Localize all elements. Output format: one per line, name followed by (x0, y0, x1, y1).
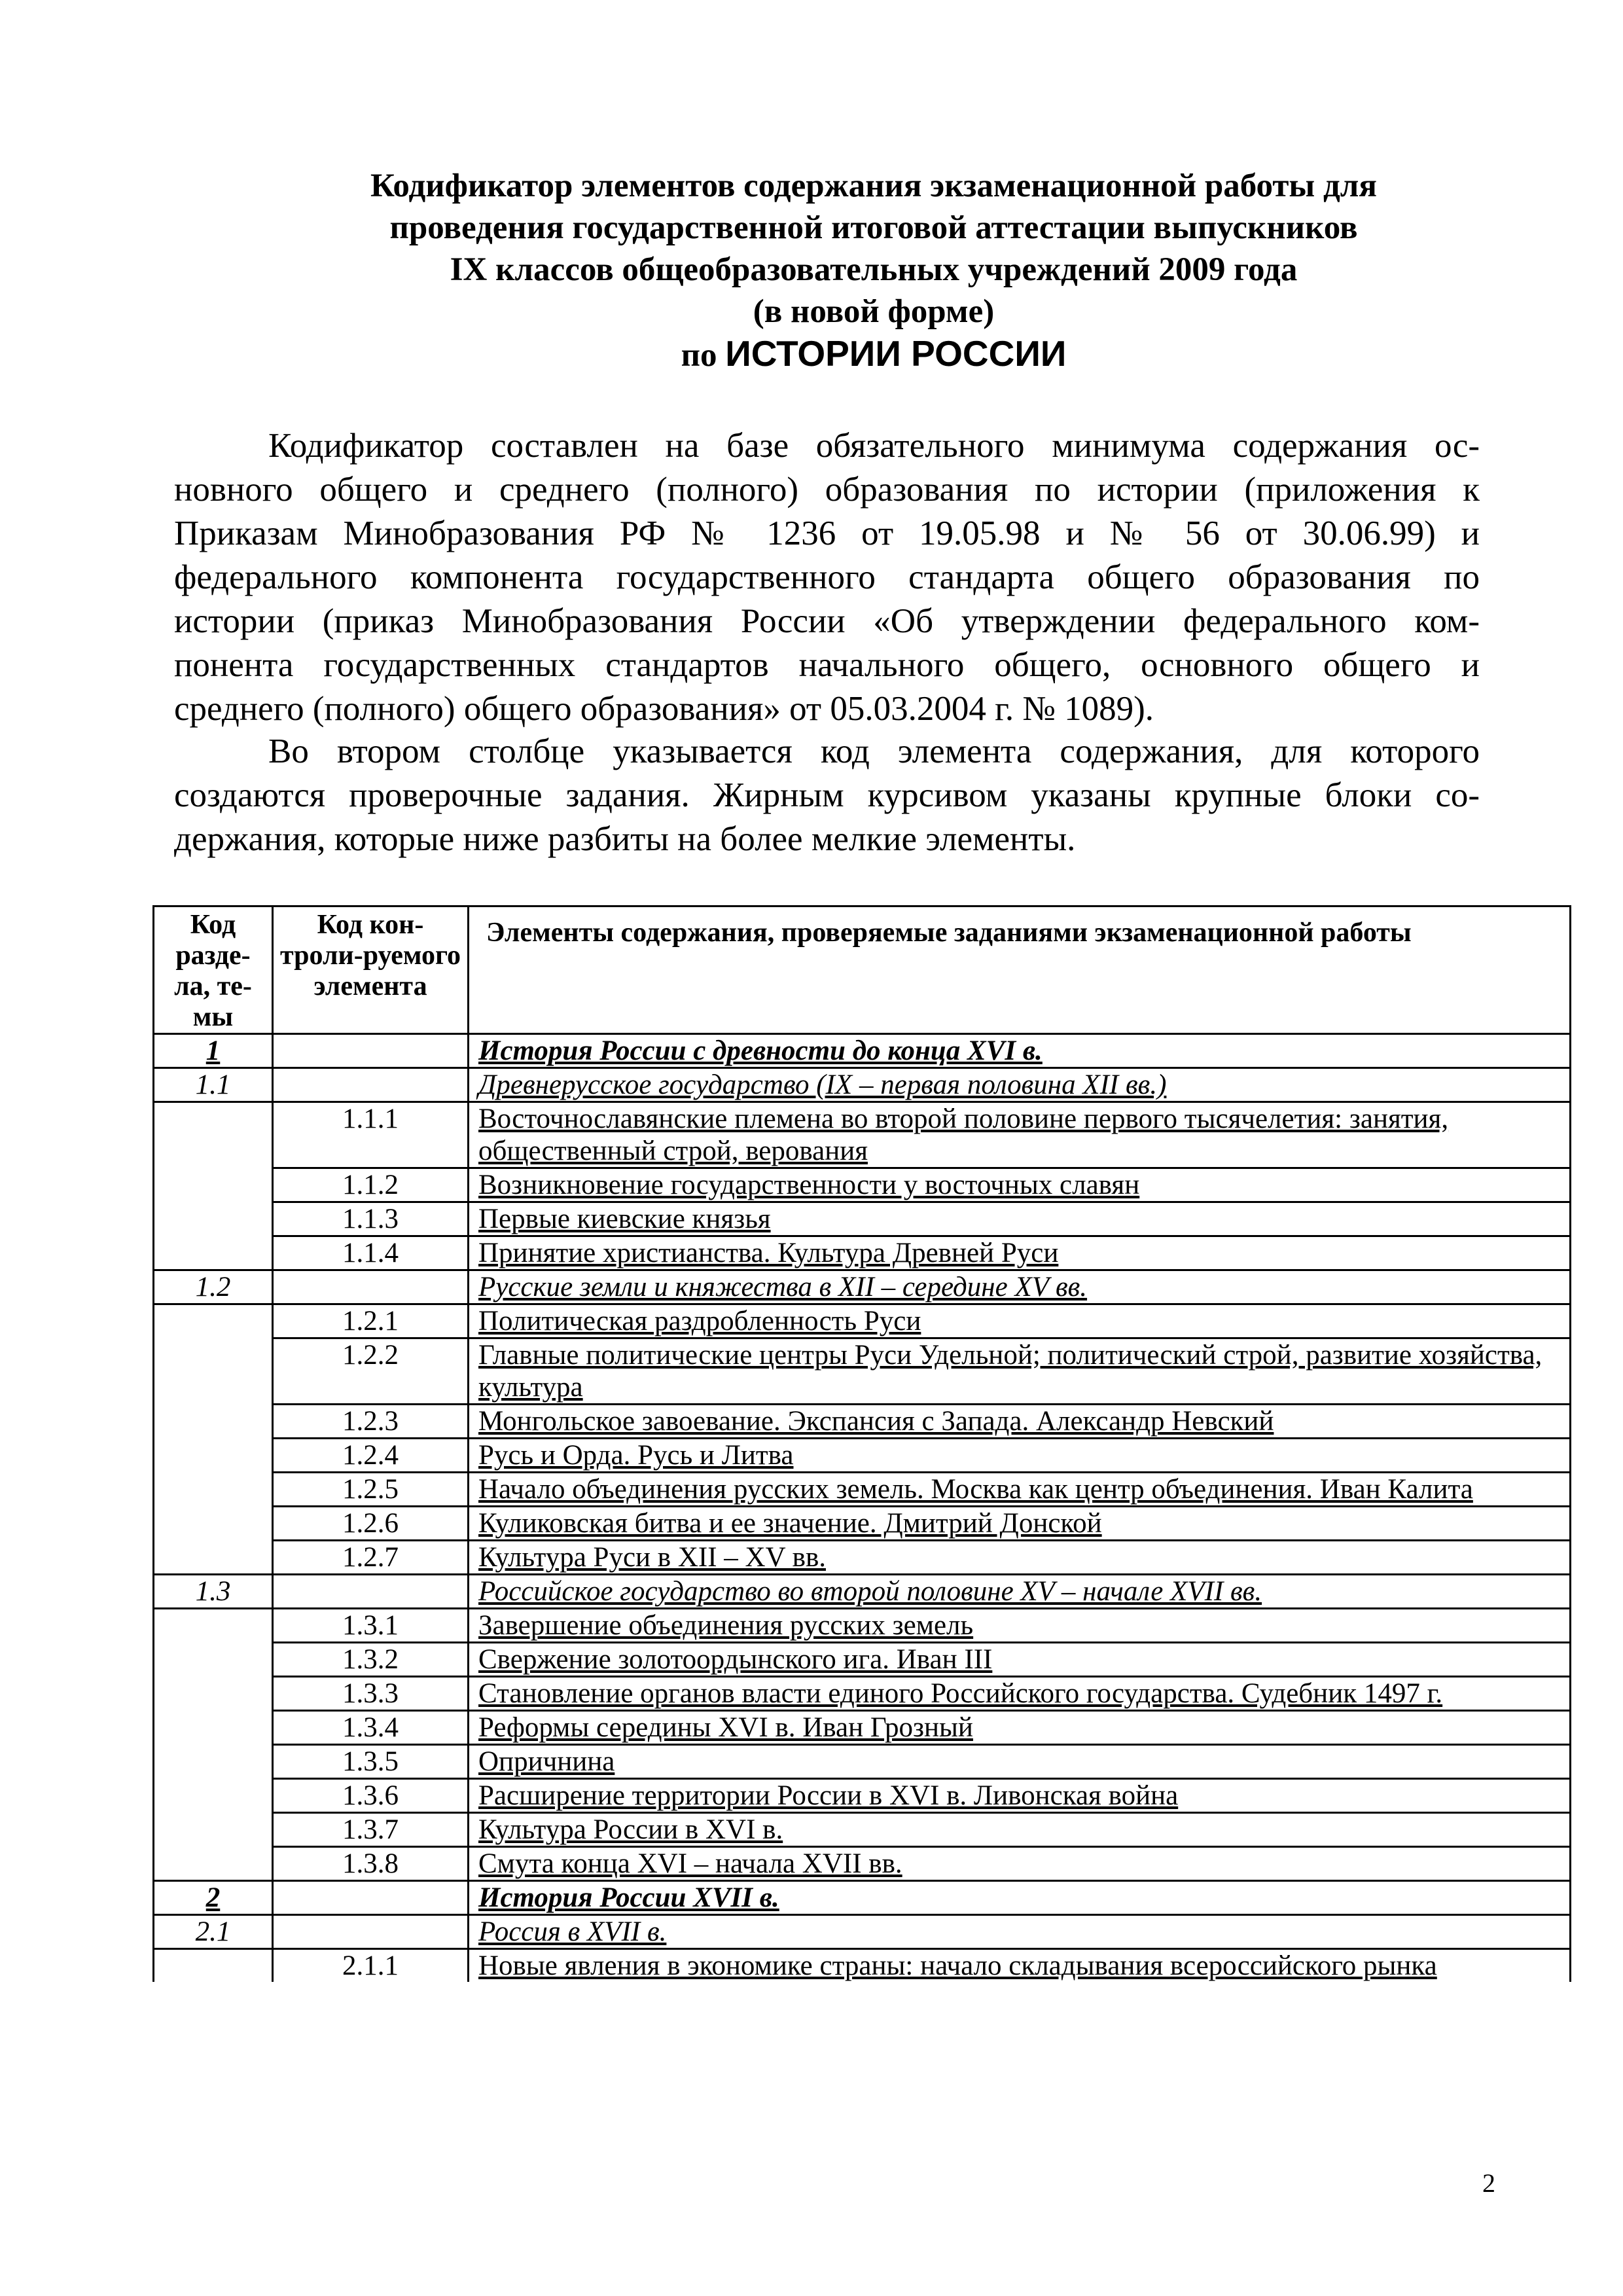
control-code-cell (273, 1270, 469, 1304)
element-text-cell: Начало объединения русских земель. Москва как центр объединения. Иван Калита (469, 1473, 1571, 1507)
element-text-cell: Древнерусское государство (IX – первая половина XII вв.) (469, 1068, 1571, 1102)
control-code-cell: 1.1.4 (273, 1236, 469, 1270)
paragraph-line: Кодификатор составлен на базе обязательного минимума содержания ос- (268, 427, 1480, 465)
section-code-cell (154, 1202, 273, 1236)
section-code-cell (154, 1473, 273, 1507)
codifier-table (152, 905, 1571, 1982)
control-code-cell: 1.2.4 (273, 1439, 469, 1473)
element-text-cell: Куликовская битва и ее значение. Дмитрий Донской (469, 1507, 1571, 1541)
section-code-cell (154, 1439, 273, 1473)
section-code-cell: 1.2 (154, 1270, 273, 1304)
section-code-cell (154, 1507, 273, 1541)
table-row (154, 1711, 1571, 1745)
section-code-cell (154, 1405, 273, 1439)
element-text-cell: Россия в XVII в. (469, 1915, 1571, 1949)
table-row (154, 1304, 1571, 1338)
element-text-cell: Возникновение государственности у восточных славян (469, 1168, 1571, 1202)
element-text-cell: История России XVII в. (469, 1881, 1571, 1915)
control-code-cell: 1.3.4 (273, 1711, 469, 1745)
element-text-cell: Принятие христианства. Культура Древней Руси (469, 1236, 1571, 1270)
table-row (154, 1102, 1571, 1168)
paragraph-line: создаются проверочные задания. Жирным курсивом указаны крупные блоки со- (174, 776, 1480, 814)
page-number: 2 (1482, 2168, 1495, 2198)
control-code-cell: 1.2.1 (273, 1304, 469, 1338)
paragraph-line: Приказам Минобразования РФ № 1236 от 19.05.98 и № 56 от 30.06.99) и (174, 514, 1480, 552)
intro-paragraph-2 (174, 730, 1480, 861)
section-code-cell (154, 1338, 273, 1405)
control-code-cell: 1.3.2 (273, 1643, 469, 1677)
control-code-cell: 1.2.3 (273, 1405, 469, 1439)
paragraph-line: федерального компонента государственного стандарта общего образования по (174, 558, 1480, 596)
header-section-code: Код разде-ла, те-мы (154, 906, 273, 1034)
control-code-cell: 1.3.1 (273, 1609, 469, 1643)
table-row (154, 1202, 1571, 1236)
element-text-cell: Опричнина (469, 1745, 1571, 1779)
table-row (154, 1236, 1571, 1270)
table-row (154, 1779, 1571, 1813)
table-row (154, 1881, 1571, 1915)
title-subject: ИСТОРИИ РОССИИ (725, 333, 1067, 374)
title-prefix: по (681, 337, 717, 374)
control-code-cell: 1.3.5 (273, 1745, 469, 1779)
element-text-cell: Становление органов власти единого Российского государства. Судебник 1497 г. (469, 1677, 1571, 1711)
control-code-cell (273, 1068, 469, 1102)
element-text-cell: Русь и Орда. Русь и Литва (469, 1439, 1571, 1473)
table-row (154, 1270, 1571, 1304)
table-row (154, 1609, 1571, 1643)
control-code-cell (273, 1881, 469, 1915)
control-code-cell: 1.3.8 (273, 1847, 469, 1881)
table-row (154, 1338, 1571, 1405)
paragraph-line: среднего (полного) общего образования» от 05.03.2004 г. № 1089). (174, 690, 1154, 728)
control-code-cell: 1.2.5 (273, 1473, 469, 1507)
control-code-cell: 2.1.1 (273, 1949, 469, 1982)
control-code-cell: 1.1.1 (273, 1102, 469, 1168)
title-line-5 (177, 332, 1571, 376)
element-text-cell: Монгольское завоевание. Экспансия с Запада. Александр Невский (469, 1405, 1571, 1439)
table-row (154, 1643, 1571, 1677)
section-code-cell (154, 1541, 273, 1575)
title-line-3: IX классов общеобразовательных учреждений 2009 года (450, 251, 1298, 288)
element-text-cell: Восточнославянские племена во второй половине первого тысячелетия: занятия, общественный строй, верования (469, 1102, 1571, 1168)
section-code-cell: 1.1 (154, 1068, 273, 1102)
table-row (154, 1439, 1571, 1473)
control-code-cell: 1.3.6 (273, 1779, 469, 1813)
element-text-cell: Расширение территории России в XVI в. Ливонская война (469, 1779, 1571, 1813)
control-code-cell: 1.2.6 (273, 1507, 469, 1541)
element-text-cell: Главные политические центры Руси Удельной; политический строй, развитие хозяйства, культура (469, 1338, 1571, 1405)
table-row (154, 1677, 1571, 1711)
table-row (154, 1745, 1571, 1779)
document-title (177, 165, 1571, 376)
section-code-cell (154, 1677, 273, 1711)
table-row (154, 1847, 1571, 1881)
table-row (154, 1541, 1571, 1575)
paragraph-line: Во втором столбце указывается код элемента содержания, для которого (268, 732, 1480, 770)
paragraph-line: новного общего и среднего (полного) образования по истории (приложения к (174, 471, 1480, 509)
section-code-cell (154, 1168, 273, 1202)
section-code-cell: 2 (154, 1881, 273, 1915)
control-code-cell: 1.2.7 (273, 1541, 469, 1575)
control-code-cell (273, 1034, 469, 1068)
section-code-cell (154, 1711, 273, 1745)
section-code-cell (154, 1745, 273, 1779)
table-row (154, 1068, 1571, 1102)
element-text-cell: Первые киевские князья (469, 1202, 1571, 1236)
section-code-cell (154, 1102, 273, 1168)
paragraph-line: истории (приказ Минобразования России «Об утверждении федерального ком- (174, 602, 1480, 640)
table-row (154, 1949, 1571, 1982)
title-line-2: проведения государственной итоговой аттестации выпускников (389, 209, 1358, 246)
element-text-cell: Смута конца XVI – начала XVII вв. (469, 1847, 1571, 1881)
paragraph-line: понента государственных стандартов начального общего, основного общего и (174, 646, 1480, 684)
table-row (154, 1473, 1571, 1507)
control-code-cell (273, 1575, 469, 1609)
section-code-cell (154, 1847, 273, 1881)
table-row (154, 1813, 1571, 1847)
intro-paragraph-1 (174, 424, 1480, 731)
section-code-cell (154, 1609, 273, 1643)
section-code-cell (154, 1779, 273, 1813)
element-text-cell: Новые явления в экономике страны: начало складывания всероссийского рынка (469, 1949, 1571, 1982)
title-line-1: Кодификатор элементов содержания экзаменационной работы для (370, 168, 1378, 204)
section-code-cell (154, 1643, 273, 1677)
section-code-cell: 1.3 (154, 1575, 273, 1609)
element-text-cell: Культура Руси в XII – XV вв. (469, 1541, 1571, 1575)
title-line-4: (в новой форме) (753, 293, 995, 330)
element-text-cell: Свержение золотоордынского ига. Иван III (469, 1643, 1571, 1677)
element-text-cell: Завершение объединения русских земель (469, 1609, 1571, 1643)
table-row (154, 1915, 1571, 1949)
control-code-cell: 1.1.3 (273, 1202, 469, 1236)
element-text-cell: История России с древности до конца XVI в. (469, 1034, 1571, 1068)
control-code-cell (273, 1915, 469, 1949)
element-text-cell: Российское государство во второй половине XV – начале XVII вв. (469, 1575, 1571, 1609)
control-code-cell: 1.3.7 (273, 1813, 469, 1847)
section-code-cell: 2.1 (154, 1915, 273, 1949)
table-row (154, 1507, 1571, 1541)
control-code-cell: 1.3.3 (273, 1677, 469, 1711)
section-code-cell (154, 1949, 273, 1982)
element-text-cell: Русские земли и княжества в XII – середине XV вв. (469, 1270, 1571, 1304)
section-code-cell: 1 (154, 1034, 273, 1068)
table-row (154, 1575, 1571, 1609)
element-text-cell: Реформы середины XVI в. Иван Грозный (469, 1711, 1571, 1745)
table-row (154, 1168, 1571, 1202)
paragraph-line: держания, которые ниже разбиты на более мелкие элементы. (174, 820, 1076, 858)
section-code-cell (154, 1304, 273, 1338)
section-code-cell (154, 1813, 273, 1847)
section-code-cell (154, 1236, 273, 1270)
table-body (154, 1034, 1571, 1982)
header-control-code: Код кон-троли-руемого элемента (273, 906, 469, 1034)
table-row (154, 1405, 1571, 1439)
element-text-cell: Политическая раздробленность Руси (469, 1304, 1571, 1338)
control-code-cell: 1.2.2 (273, 1338, 469, 1405)
header-elements: Элементы содержания, проверяемые заданиями экзаменационной работы (469, 906, 1571, 1034)
control-code-cell: 1.1.2 (273, 1168, 469, 1202)
table-row (154, 1034, 1571, 1068)
element-text-cell: Культура России в XVI в. (469, 1813, 1571, 1847)
table-header-row (154, 906, 1571, 1034)
